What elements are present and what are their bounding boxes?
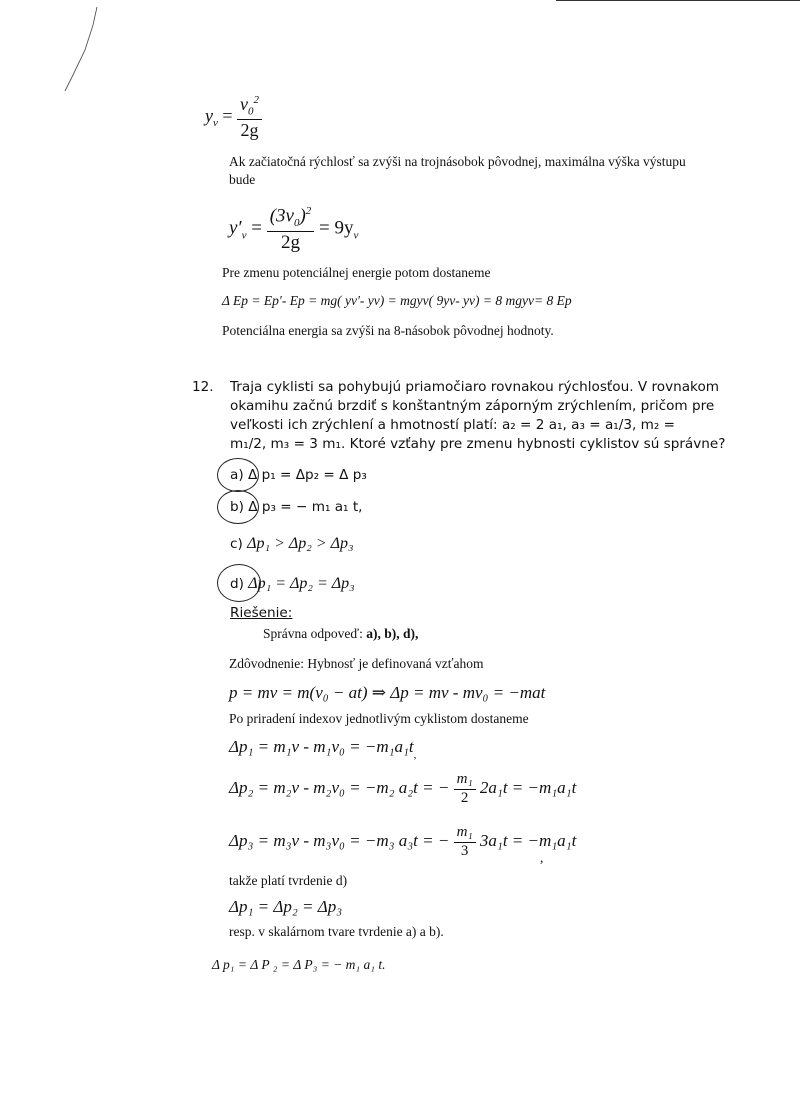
answer-line: Správna odpoveď: a), b), d),: [263, 626, 419, 641]
problem-text-line-1: Traja cyklisti sa pohybujú priamočiaro rovnakou rýchlosťou. V rovnakom: [230, 379, 720, 395]
solution-heading: Riešenie:: [230, 605, 293, 621]
delta-p2-eq: Δp₂ = m₂v - m₂v₀ = −m₂ a₂t = − $\frac{\text{m₁}}{2}$ 2a₁t = −m₁a₁t: [229, 771, 577, 806]
handwritten-circle-a: [217, 458, 259, 492]
handwritten-circle-d: [217, 564, 261, 602]
problem-number: 12.: [192, 379, 214, 395]
problem-text-line-3: veľkosti ich zrýchlení a hmotností platí: a₂ = 2 a₁, a₃ = a₁/3, m₂ =: [230, 417, 676, 433]
justification-text: Zdôvodnenie: Hybnosť je definovaná vzťahom: [229, 656, 484, 671]
handwritten-circle-b: [217, 490, 259, 524]
delta-p3-eq: Δp₃ = m₃v - m₃v₀ = −m₃ a₃t = − $\frac{\text{m₁}}{3}$ 3a₁t = −m₁a₁t: [229, 824, 577, 859]
option-d: d) Δp₁ = Δp₂ = Δp₃: [230, 575, 355, 592]
text-triple-speed: Ak začiatočná rýchlosť sa zvýši na trojnásobok pôvodnej, maximálna výška výstupu bude: [229, 154, 686, 187]
option-b: b) Δ p₃ = − m₁ a₁ t,: [230, 499, 363, 515]
scan-stroke-artifact: [55, 5, 105, 95]
delta-p3-eq-tail: ,: [540, 850, 544, 865]
problem-text-line-4: m₁/2, m₃ = 3 m₁. Ktoré vzťahy pre zmenu hybnosti cyklistov sú správne?: [230, 436, 726, 452]
option-a: a) Δ p₁ = Δp₂ = Δ p₃: [230, 467, 367, 483]
delta-p1-eq: $\Delta p_1 = m_1v - m_1v_0 = -m_1a_1t_,$: [229, 737, 417, 761]
final-vector-eq: Δp₁ = Δp₂ = Δp₃: [229, 897, 343, 916]
yv-prime-formula: $y'_v$ = $\frac{(3v_0)^2}{2g}$ = $9y_v$: [229, 205, 359, 253]
scan-edge-line: [556, 0, 800, 1]
yv-formula: $y_v$ = $\frac{v_0^2}{2g}$: [205, 95, 262, 140]
energy-equation: Δ Ep = Ep′- Ep = mg( yv′- yv) = mgyv( 9yv- yv) = 8 mgyv= 8 Ep: [222, 293, 572, 308]
indices-text: Po priradení indexov jednotlivým cyklistom dostaneme: [229, 711, 529, 726]
option-c: c) Δp₁ > Δp₂ > Δp₃: [230, 535, 354, 552]
so-text: takže platí tvrdenie d): [229, 873, 348, 888]
momentum-definition-eq: p = mv = m(v₀ − at) ⇒ Δp = mv - mv₀ = −mat: [229, 683, 546, 702]
text-potential-conclusion: Potenciálna energia sa zvýši na 8-násobok pôvodnej hodnoty.: [222, 323, 554, 338]
scalar-text: resp. v skalárnom tvare tvrdenie a) a b).: [229, 924, 444, 939]
scalar-equation: Δ p₁ = Δ P ₂ = Δ P₃ = − m₁ a₁ t.: [212, 957, 386, 972]
text-potential-change: Pre zmenu potenciálnej energie potom dostaneme: [222, 265, 491, 280]
problem-text-line-2: okamihu začnú brzdiť s konštantným záporným zrýchlením, pričom pre: [230, 398, 715, 414]
